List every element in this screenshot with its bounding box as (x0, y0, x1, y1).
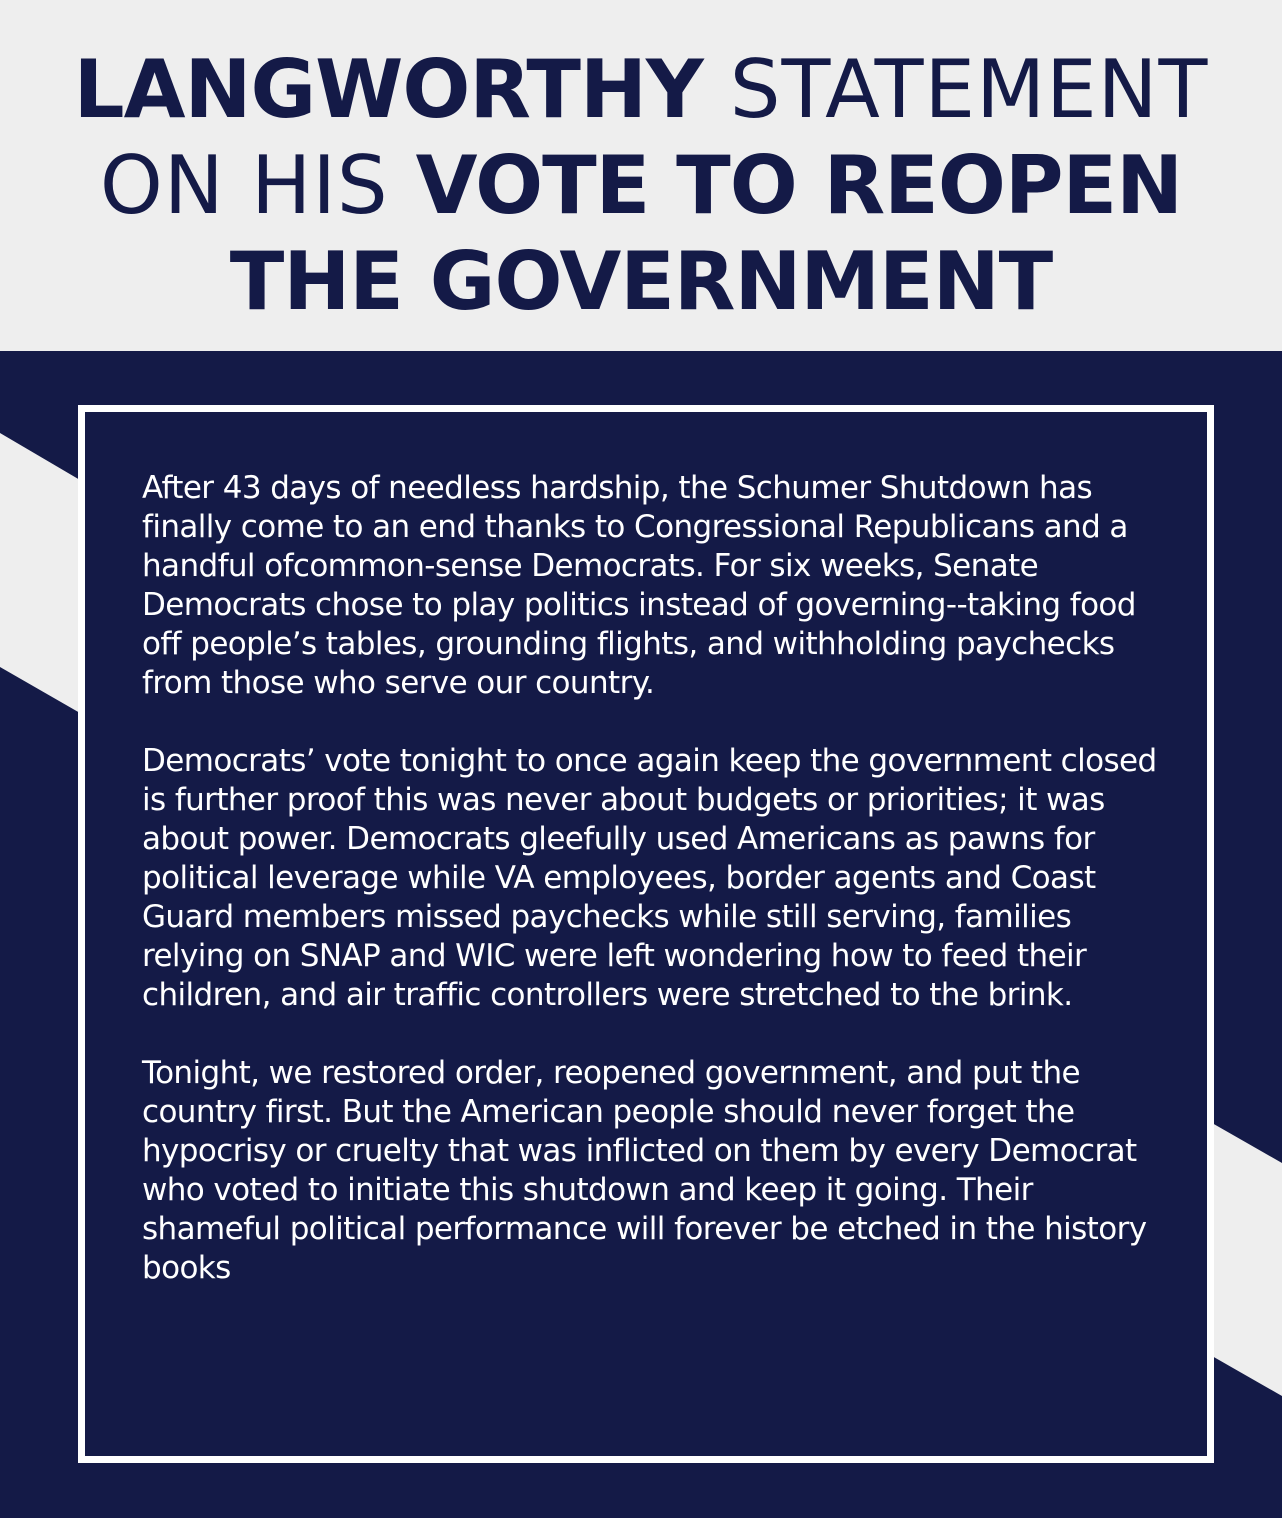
right-diagonal-stripe (1212, 1123, 1282, 1396)
headline-on-his: ON HIS (99, 139, 389, 232)
headline-line-1 (0, 42, 1282, 138)
header-banner (0, 0, 1282, 351)
statement-paragraph-1: After 43 days of needless hardship, the Schumer Shutdown has finally come to an end thanks to Congressional Republicans and a handful ofcommon-sense Democrats. For six weeks, Senate Democrats chose to play politics instead of governing--taking food off people’s tables, grounding flights, and withholding paychecks from those who serve our country. (142, 470, 1136, 701)
headline-line-3 (0, 234, 1282, 330)
headline-the-government: THE GOVERNMENT (229, 235, 1053, 328)
headline-vote-to-reopen: VOTE TO REOPEN (415, 139, 1183, 232)
headline (0, 42, 1282, 330)
headline-line-2 (0, 138, 1282, 234)
headline-statement-word: STATEMENT (729, 43, 1209, 136)
left-diagonal-stripe (0, 433, 80, 713)
statement-paragraph-3: Tonight, we restored order, reopened government, and put the country first. But the American people should never forget the hypocrisy or cruelty that was inflicted on them by every Democrat who voted to initiate this shutdown and keep it going. Their shameful political performance will forever be etched in the history books (142, 1055, 1147, 1286)
statement-body (142, 469, 1172, 1327)
statement-card (78, 405, 1214, 1463)
statement-paragraph-2: Democrats’ vote tonight to once again keep the government closed is further proof this was never about budgets or priorities; it was about power. Democrats gleefully used Americans as pawns for political leverage while VA employees, border agents and Coast Guard members missed paychecks while still serving, families relying on SNAP and WIC were left wondering how to feed their children, and air traffic controllers were stretched to the brink. (142, 743, 1157, 1013)
headline-name: LANGWORTHY (73, 43, 703, 136)
